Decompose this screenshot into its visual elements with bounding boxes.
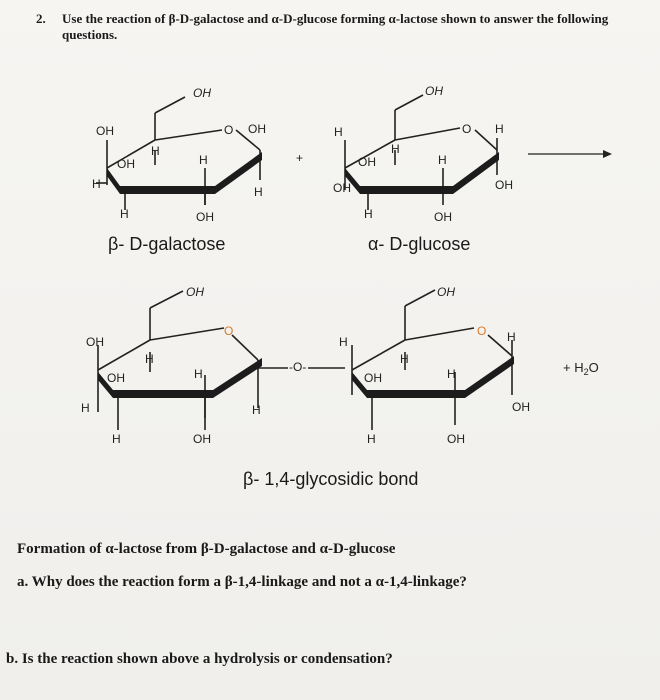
lactose-gal-ring-oxygen: O	[224, 324, 234, 338]
glucose-h-c4: H	[334, 125, 343, 139]
lactose-glc-oh-c2: OH	[447, 432, 465, 446]
lactose-glc-h-c3: H	[367, 432, 376, 446]
galactose-h-c4: H	[92, 177, 101, 191]
lactose-gal-h-c5: H	[145, 352, 154, 366]
lactose-glc-h-c1-top: H	[507, 330, 516, 344]
galactose-label: β- D-galactose	[108, 234, 226, 254]
glucose-h-c1-top: H	[495, 122, 504, 136]
galactose-oh-c3: OH	[117, 157, 135, 171]
lactose-glc-h-c4: H	[339, 335, 348, 349]
question-number: 2.	[36, 11, 46, 26]
lactose-glc-ring-oxygen: O	[477, 324, 487, 338]
galactose-h-c3: H	[120, 207, 129, 221]
water-prefix: + H	[563, 360, 584, 375]
glycosidic-oxygen: -O-	[289, 360, 307, 374]
lactose-gal-h-c1: H	[252, 403, 261, 417]
lactose-gal-oh-c3: OH	[107, 371, 125, 385]
galactose-h-c1: H	[254, 185, 263, 199]
figure-caption: Formation of α-lactose from β-D-galactose and α-D-glucose	[17, 541, 396, 557]
water-product	[563, 360, 599, 377]
glucose-oh-c3: OH	[358, 155, 376, 169]
lactose-glc-oh-c6: OH	[437, 285, 455, 299]
galactose-oh-anomeric: OH	[248, 122, 266, 136]
glucose-h-c3: H	[364, 207, 373, 221]
question-b: b. Is the reaction shown above a hydrolysis or condensation?	[6, 651, 393, 667]
glucose-oh-c1: OH	[495, 178, 513, 192]
galactose-oh-c4: OH	[96, 124, 114, 138]
galactose-oh-c6: OH	[193, 86, 211, 100]
galactose-h-c5: H	[151, 144, 160, 158]
galactose-ring-oxygen: O	[224, 123, 234, 137]
water-subscript: 2	[583, 367, 589, 377]
glucose-label: α- D-glucose	[368, 234, 471, 254]
glucose-oh-c2: OH	[434, 210, 452, 224]
plus-sign: +	[296, 151, 304, 165]
lactose-gal-oh-c2: OH	[193, 432, 211, 446]
lactose-galactose-ring-top	[98, 291, 345, 430]
lactose-gal-oh-c6: OH	[186, 285, 204, 299]
galactose-oh-c2: OH	[196, 210, 214, 224]
lactose-glc-oh-c1: OH	[512, 400, 530, 414]
question-a: a. Why does the reaction form a β-1,4-linkage and not a α-1,4-linkage?	[17, 574, 467, 590]
lactose-glucose-ring-top	[352, 290, 512, 430]
lactose-glc-h-c5: H	[400, 352, 409, 366]
lactose-gal-oh-c4: OH	[86, 335, 104, 349]
question-prompt: Use the reaction of β-D-galactose and α-D-glucose forming α-lactose shown to answer the following questions.	[62, 11, 609, 42]
lactose-glc-oh-c3: OH	[364, 371, 382, 385]
water-suffix: O	[588, 360, 599, 375]
lactose-gal-h-c4: H	[81, 401, 90, 415]
glucose-oh-c4: OH	[333, 181, 351, 195]
galactose-h-c2: H	[199, 153, 208, 167]
lactose-gal-h-c3: H	[112, 432, 121, 446]
glucose-h-c2: H	[438, 153, 447, 167]
glycosidic-bond-label: β- 1,4-glycosidic bond	[243, 469, 419, 489]
glucose-oh-c6: OH	[425, 84, 443, 98]
glucose-h-c5: H	[391, 142, 400, 156]
lactose-glc-h-c2: H	[447, 367, 456, 381]
glucose-ring-oxygen: O	[462, 122, 472, 136]
lactose-gal-h-c2: H	[194, 367, 203, 381]
